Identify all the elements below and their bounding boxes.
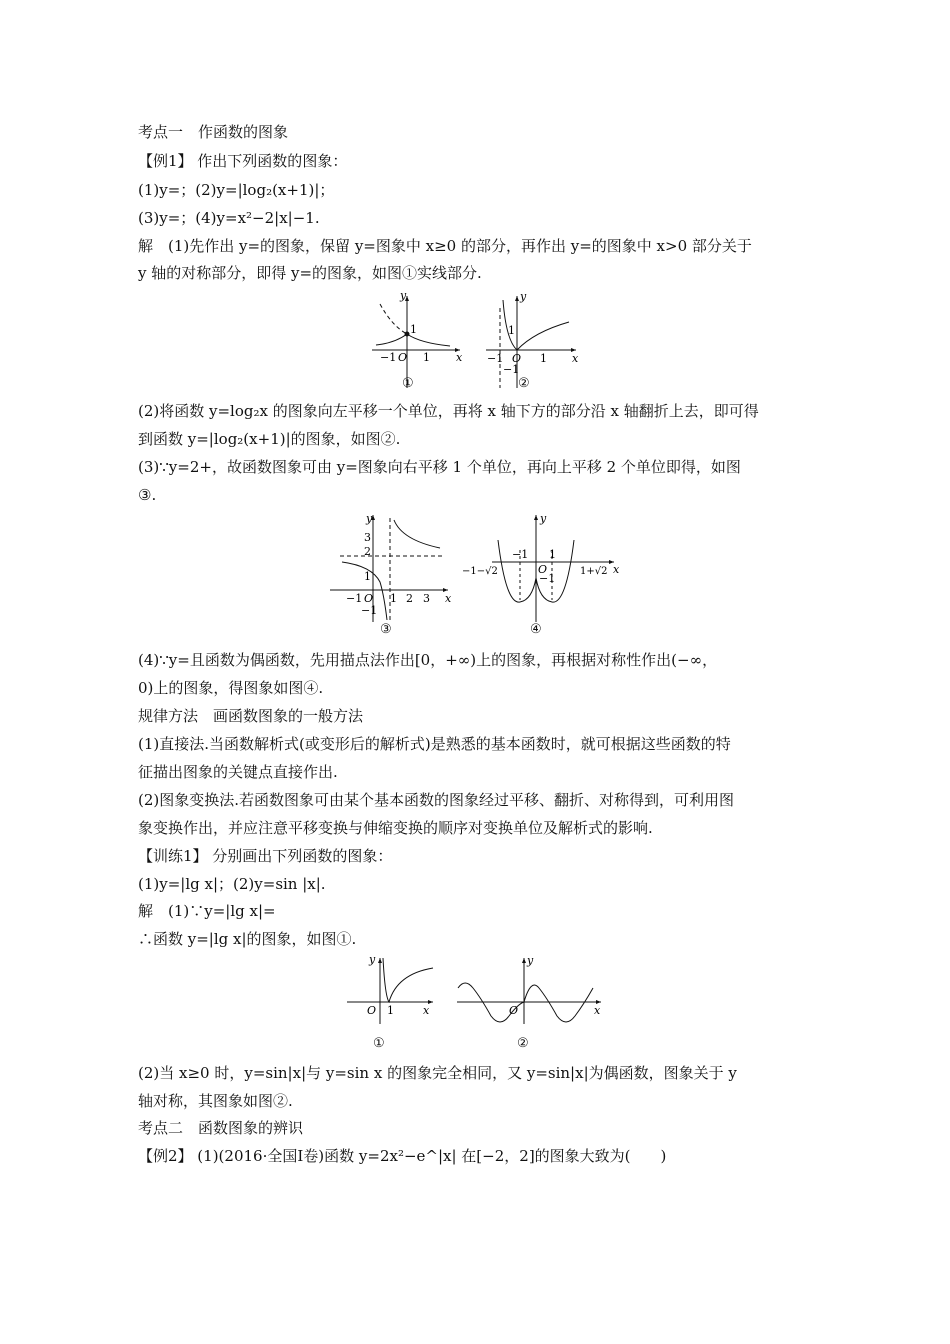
solution-1-line-2: y 轴的对称部分，即得 y=的图象，如图①实线部分. <box>138 264 482 282</box>
fig2-tick-yneg1: −1 <box>503 363 520 376</box>
method-heading: 规律方法 画函数图象的一般方法 <box>138 707 364 725</box>
fig3-y-label: y <box>366 512 373 525</box>
example-2-question: 【例2】 (1)(2016·全国Ⅰ卷)函数 y=2x²−e^|x| 在[−2，2]的图象大致为( ) <box>138 1147 667 1165</box>
fig4-tick-left: −1−√2 <box>462 566 498 577</box>
fig3-tick-2: 2 <box>406 592 413 605</box>
fig4-y-label: y <box>540 512 547 525</box>
method-1-line-2: 征描出图象的关键点直接作出. <box>138 763 338 781</box>
fig5-x-label: x <box>423 1004 430 1017</box>
fig1-y-label: y <box>400 289 407 302</box>
example-1-items-a: (1)y=；(2)y=|log₂(x+1)|； <box>138 181 335 199</box>
figure-4 <box>462 510 622 637</box>
fig5-tick-1: 1 <box>387 1004 394 1017</box>
fig5-y-label: y <box>369 953 376 966</box>
section-heading-1: 考点一 作函数的图象 <box>138 123 289 141</box>
fig1-tick-neg1: −1 <box>380 351 397 364</box>
fig3-tick-yneg1: −1 <box>361 604 378 617</box>
fig2-y-label: y <box>520 290 527 303</box>
solution-3-line-2: ③. <box>138 486 157 504</box>
fig6-y-label: y <box>527 954 534 967</box>
fig1-origin: O <box>398 351 408 364</box>
figure-1-caption: ① <box>402 376 414 391</box>
fig2-tick-neg1: −1 <box>487 352 504 365</box>
fig4-tick-1: 1 <box>549 548 556 561</box>
figure-5 <box>345 952 445 1051</box>
figure-3 <box>328 510 453 637</box>
fig3-tick-y2: 2 <box>364 545 371 558</box>
solution-2-line-1: (2)将函数 y=log₂x 的图象向左平移一个单位，再将 x 轴下方的部分沿 x 轴翻折上去，即可得 <box>138 402 759 420</box>
method-1-line-1: (1)直接法.当函数解析式(或变形后的解析式)是熟悉的基本函数时，就可根据这些函数的特 <box>138 735 731 753</box>
fig6-x-label: x <box>594 1004 601 1017</box>
fig3-origin: O <box>364 592 374 605</box>
fig2-tick-y1: 1 <box>508 324 515 337</box>
solution-1-line-1: 解 (1)先作出 y=的图象，保留 y=图象中 x≥0 的部分，再作出 y=的图象中 x>0 部分关于 <box>138 237 752 255</box>
solution-3-line-1: (3)∵y=2+，故函数图象可由 y=图象向右平移 1 个单位，再向上平移 2 个单位即得，如图 <box>138 458 741 476</box>
fig3-tick-y3: 3 <box>364 531 371 544</box>
figure-4-caption: ④ <box>530 622 542 637</box>
fig3-tick-3: 3 <box>423 592 430 605</box>
fig3-tick-1: 1 <box>390 592 397 605</box>
exercise-solution-2-line-2: 轴对称，其图象如图②. <box>138 1092 293 1110</box>
figure-2-caption: ② <box>518 376 530 391</box>
solution-4-line-2: 0)上的图象，得图象如图④. <box>138 679 324 697</box>
fig4-tick-yneg1: −1 <box>539 572 556 585</box>
fig5-origin: O <box>367 1004 377 1017</box>
figure-3-caption: ③ <box>380 622 392 637</box>
figure-1 <box>370 288 470 393</box>
figure-2 <box>484 288 584 393</box>
fig4-origin: O <box>538 563 548 576</box>
figure-6 <box>455 952 605 1051</box>
fig3-tick-neg1: −1 <box>346 592 363 605</box>
example-1-items-b: (3)y=；(4)y=x²−2|x|−1. <box>138 209 320 227</box>
fig2-tick-1: 1 <box>540 352 547 365</box>
fig3-x-label: x <box>445 592 452 605</box>
fig6-origin: O <box>509 1004 519 1017</box>
fig1-x-label: x <box>456 351 463 364</box>
solution-2-line-2: 到函数 y=|log₂(x+1)|的图象，如图②. <box>138 430 401 448</box>
exercise-1-items: (1)y=|lg x|；(2)y=sin |x|. <box>138 875 326 893</box>
fig4-tick-right: 1+√2 <box>580 566 608 577</box>
figure-6-caption: ② <box>517 1036 529 1051</box>
exercise-1-title: 【训练1】 分别画出下列函数的图象： <box>138 847 393 865</box>
exercise-solution-2-line-1: (2)当 x≥0 时，y=sin|x|与 y=sin x 的图象完全相同，又 y=sin|x|为偶函数，图象关于 y <box>138 1064 737 1082</box>
fig4-tick-neg1: −1 <box>512 548 529 561</box>
fig2-origin: O <box>512 352 522 365</box>
solution-4-line-1: (4)∵y=且函数为偶函数，先用描点法作出[0，+∞)上的图象，再根据对称性作出(−∞， <box>138 651 718 669</box>
method-2-line-1: (2)图象变换法.若函数图象可由某个基本函数的图象经过平移、翻折、对称得到，可利用图 <box>138 791 735 809</box>
example-1-title: 【例1】 作出下列函数的图象： <box>138 152 348 170</box>
exercise-solution-line-1: 解 (1)∵y=|lg x|= <box>138 902 276 920</box>
fig3-tick-y1: 1 <box>364 570 371 583</box>
fig4-x-label: x <box>613 563 620 576</box>
fig1-tick-y1: 1 <box>410 323 417 336</box>
fig2-x-label: x <box>572 352 579 365</box>
figure-5-caption: ① <box>373 1036 385 1051</box>
method-2-line-2: 象变换作出，并应注意平移变换与伸缩变换的顺序对变换单位及解析式的影响. <box>138 819 653 837</box>
section-heading-2: 考点二 函数图象的辨识 <box>138 1119 304 1137</box>
exercise-solution-line-2: ∴函数 y=|lg x|的图象，如图①. <box>138 930 357 948</box>
fig1-tick-1: 1 <box>423 351 430 364</box>
